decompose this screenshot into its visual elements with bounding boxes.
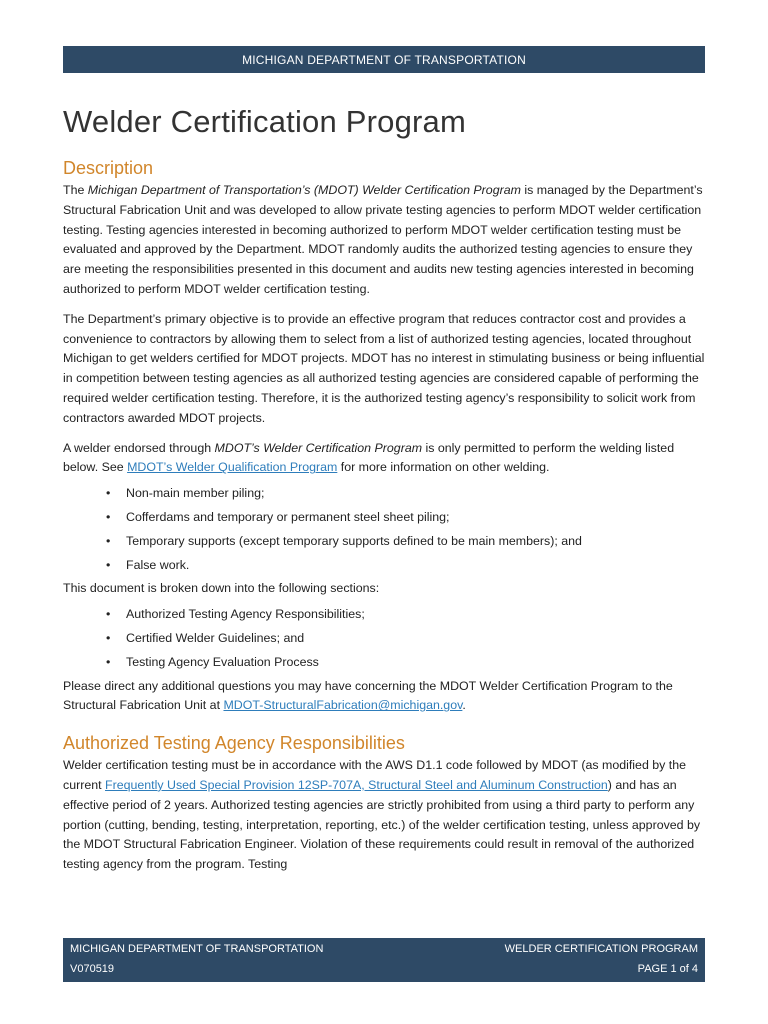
text-span: is managed by the Department’s Structural Fabrication Unit and was developed to allow private testing agencies to perform MDOT welder certification testing. Testing agencies interested in becoming authorized to perform MDOT welder certification testing must be evaluated and approved by the Department. MDOT randomly audits the authorized testing agencies to ensure they are meeting the responsibilities presented in this document and audits new testing agencies interested in becoming authorized to perform MDOT welder certification testing. [63,183,703,296]
text-span: ) and has an effective period of 2 years. Authorized testing agencies are strictly prohibited from using a third party to perform any portion (cutting, bending, testing, interpretation, reporting, etc.) of the welder certification testing, unless approved by the MDOT Structural Fabrication Engineer. Violation of these requirements could result in removal of the authorized testing agency from the program. Testing [63,777,701,872]
authorized-paragraph-1 [63,756,705,875]
description-paragraph-3 [63,439,705,479]
program-name-emphasis: Michigan Department of Transportation’s (MDOT) Welder Certification Program [87,183,521,197]
footer-banner [63,938,705,982]
header-banner-text: MICHIGAN DEPARTMENT OF TRANSPORTATION [242,52,526,67]
list-item: • Testing Agency Evaluation Process [126,653,705,673]
text-span: The [63,183,88,197]
description-paragraph-1 [63,181,705,300]
contact-paragraph [63,677,705,717]
authorized-testing-heading: Authorized Testing Agency Responsibilities [63,733,405,754]
text-span: for more information on other welding. [337,460,550,475]
welding-list [63,484,705,575]
text-span: is only permitted to perform the welding listed below. See [63,440,675,475]
description-paragraph-2: The Department’s primary objective is to provide an effective program that reduces contractor cost and provides a convenience to contractors by allowing them to select from a list of authorized testing agencies, located throughout Michigan to get welders certified for MDOT projects. MDOT has no interest in stimulating business or being influential in competition between testing agencies as all authorized testing agencies are considered capable of performing the required welder certification testing. Therefore, it is the authorized testing agency’s responsibility to solicit work from contractors awarded MDOT projects. [63,311,705,425]
footer-program: WELDER CERTIFICATION PROGRAM [504,943,698,955]
list-item: • False work. [126,556,705,576]
header-banner [63,46,705,73]
special-provision-link[interactable]: Frequently Used Special Provision 12SP-707A, Structural Steel and Aluminum Construction [105,777,608,792]
list-item: • Authorized Testing Agency Responsibilities; [126,605,705,625]
sections-list [63,605,705,672]
footer-version: V070519 [70,963,115,975]
list-item: • Temporary supports (except temporary supports defined to be main members); and [126,532,705,552]
page-title: Welder Certification Program [63,104,466,139]
footer-page-number: PAGE 1 of 4 [637,963,698,975]
description-heading: Description [63,158,154,178]
list-item: • Cofferdams and temporary or permanent steel sheet piling; [126,508,705,528]
structural-fabrication-email-link[interactable]: MDOT-StructuralFabrication@michigan.gov [223,698,463,713]
document-body [63,155,705,885]
text-span: A welder endorsed through [63,440,215,455]
program-name-emphasis: MDOT’s Welder Certification Program [214,440,423,455]
welder-qualification-program-link[interactable]: MDOT’s Welder Qualification Program [127,460,338,475]
list-item: • Non-main member piling; [126,484,705,504]
sections-intro: This document is broken down into the following sections: [63,581,380,596]
footer-org: MICHIGAN DEPARTMENT OF TRANSPORTATION [70,943,324,955]
text-span: . [462,698,466,713]
text-span: Please direct any additional questions you may have concerning the MDOT Welder Certification Program to the Structural Fabrication Unit at [63,678,673,713]
text-span: Welder certification testing must be in accordance with the AWS D1.1 code followed by MDOT (as modified by the current [63,758,687,792]
list-item: • Certified Welder Guidelines; and [126,629,705,649]
